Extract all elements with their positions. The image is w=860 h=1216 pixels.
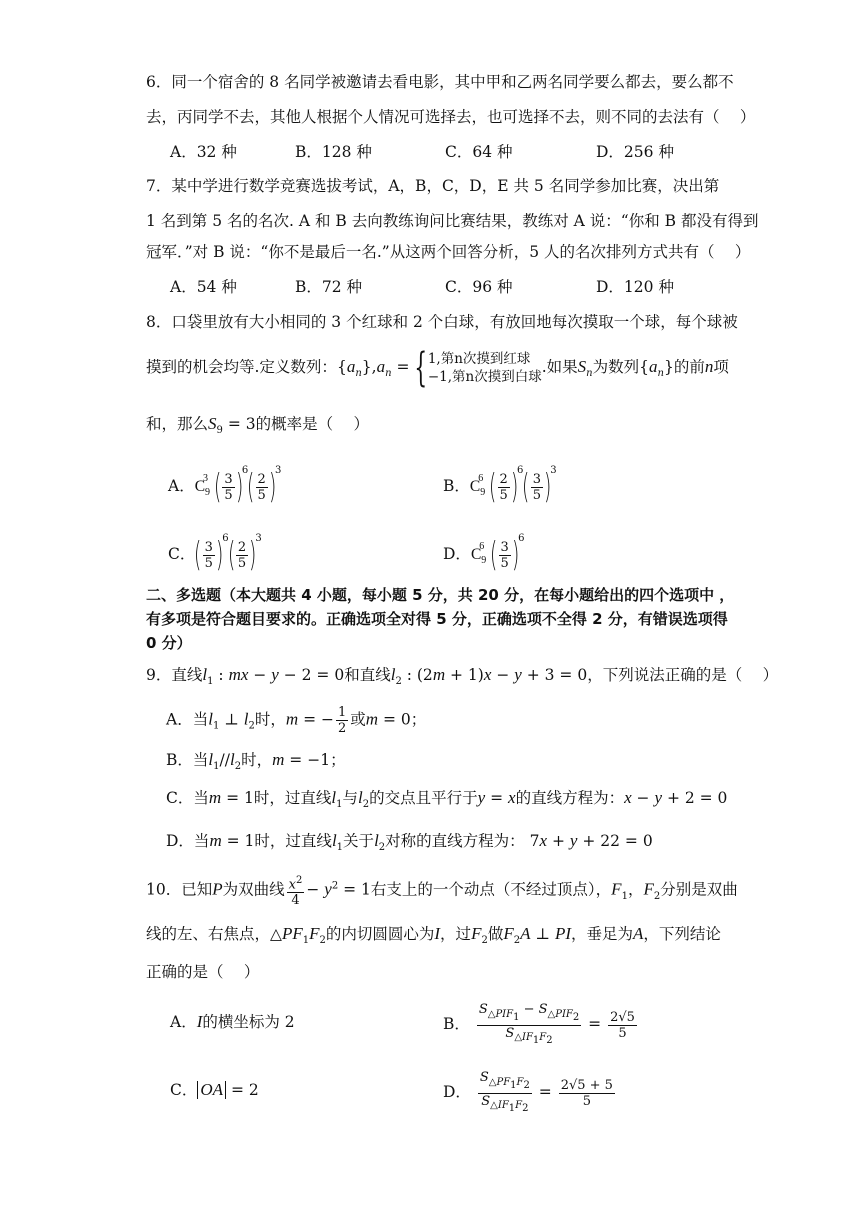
q6-line-2: 去，丙同学不去，其他人根据个人情况可选择去，也可选择不去，则不同的去法有（ ）	[146, 108, 756, 126]
section-2-heading-line-3: 0 分）	[146, 634, 192, 652]
q9-stem: 9．直线$l_1$ : mx − y − 2 = 0和直线$l_2$ : (2m + 1)x − y + 3 = 0，下列说法正确的是（ ）	[146, 665, 779, 688]
option-label: C．	[168, 545, 196, 563]
q9-text: 的交点且平行于	[369, 789, 478, 807]
section-2-heading-line-1: 二、多选题（本大题共 4 小题，每小题 5 分，共 20 分，在每小题给出的四个选项中 ，	[146, 586, 735, 604]
q8-line-2: 摸到的机会均等.定义数列：$\{a_n\},a_n$ = { 1,第n次摸到红球 −1,第n次摸到白球 .如果$S_n$为数列$\{a_n\}$的前n项	[146, 345, 729, 391]
q8-text: 的前	[673, 358, 705, 376]
option-label: A．	[168, 477, 195, 495]
q7-line-3: 冠军．”对 B 说：“你不是最后一名.”从这两个回答分析，5 人的名次排列方式共有（ ）	[146, 243, 751, 261]
q10-option-a: A．I的横坐标为 2	[170, 1012, 295, 1031]
q10-line-3: 正确的是（ ）	[146, 963, 260, 981]
q10-text: 右支上的一个动点（不经过顶点），	[370, 880, 612, 899]
q8-text: .如果	[541, 358, 578, 376]
option-label: B．	[443, 477, 470, 495]
q10-text: 分别是双曲	[660, 880, 738, 899]
q8-text: 项	[713, 358, 729, 376]
q6-option-b: B．128 种	[295, 143, 372, 161]
q10-option-c: C． OA = 2	[170, 1080, 259, 1099]
q6-option-d: D．256 种	[596, 143, 674, 161]
q9-option-c: C．当m = 1时，过直线$l_1$与$l_2$的交点且平行于y = x的直线方程为：x − y + 2 = 0	[166, 788, 728, 811]
q8-line-1: 8．口袋里放有大小相同的 3 个红球和 2 个白球，有放回地每次摸取一个球，每个球被	[146, 313, 738, 331]
q9-option-a: A．当$l_1$ ⊥ $l_2$时，m = − $\frac{1}{2}$ 或m = 0；	[166, 705, 427, 736]
q8-line-3: 和，那么$S_9 = 3$的概率是（ ）	[146, 414, 370, 437]
q7-option-a: A．54 种	[170, 278, 237, 296]
q9-text: 时，过直线	[253, 789, 332, 807]
q10-text: ，	[627, 880, 644, 899]
q10-text: C．	[170, 1081, 198, 1099]
q9-text: C．当	[166, 789, 209, 807]
q10-text: ，下列结论	[643, 925, 721, 943]
q8-text: 和，那么	[146, 415, 209, 433]
case-white: −1,第n次摸到白球	[427, 369, 542, 385]
q9-text: 时，过直线	[254, 832, 332, 850]
q9-option-d: D．当m = 1时，过直线$l_1$关于$l_2$对称的直线方程为： 7x + y + 22 = 0	[166, 831, 653, 854]
sequence-cases	[428, 350, 542, 386]
q10-text: 做	[487, 925, 504, 943]
q10-text: 为双曲线	[222, 880, 285, 899]
q8-text: 的概率是（ ）	[255, 415, 370, 433]
q9-option-b: B．当$l_1//l_2$时，m = −1；	[166, 750, 346, 773]
q10-option-b: B． $\frac{S_{\triangle PIF_1} - S_{\triangle PIF_2}}{S_{\triangle IF_1F_2}}$ = $\frac{2√5}{5}$	[443, 1002, 635, 1047]
q10-text: B．	[443, 1015, 470, 1034]
q7-option-c: C．96 种	[445, 278, 513, 296]
case-red: 1,第n次摸到红球	[427, 351, 531, 367]
q9-text: 对称的直线方程为：	[385, 832, 525, 850]
q10-text: ，过	[440, 925, 472, 943]
q10-text: 的横坐标为 2	[202, 1013, 295, 1031]
q8-option-b: B．$C_9^6$ ( $\frac{2}{5}$ )$^6$( $\frac{3}{5}$ )$^3$	[443, 465, 557, 507]
q9-text: A．当	[166, 710, 209, 729]
section-2-heading-line-2: 有多项是符合题目要求的。正确选项全对得 5 分，正确选项不全得 2 分，有错误选项得	[146, 610, 728, 628]
q6-option-c: C．64 种	[445, 143, 513, 161]
q7-line-1: 7．某中学进行数学竞赛选拔考试，A，B，C，D，E 共 5 名同学参加比赛，决出第	[146, 177, 720, 195]
q10-text: 的内切圆圆心为	[325, 925, 435, 943]
q9-text: 和直线	[344, 666, 391, 684]
q8-text: 摸到的机会均等.定义数列：	[146, 358, 337, 376]
q7-line-2: 1 名到第 5 名的名次. A 和 B 去向教练询问比赛结果，教练对 A 说：“你和 B 都没有得到	[146, 212, 759, 230]
q10-text: 线的左、右焦点，	[146, 925, 271, 943]
q10-text: ，垂足为	[570, 925, 633, 943]
q9-text: ；	[330, 751, 346, 769]
q10-text: A．	[170, 1013, 197, 1031]
q8-text: 为数列	[592, 358, 640, 376]
q9-text: 9．直线	[146, 666, 203, 684]
q6-line-1: 6．同一个宿舍的 8 名同学被邀请去看电影，其中甲和乙两名同学要么都去，要么都不	[146, 73, 734, 91]
q7-option-b: B．72 种	[295, 278, 363, 296]
q10-option-d: D． $\frac{S_{\triangle PF_1F_2}}{S_{\triangle IF_1F_2}}$ = $\frac{2√5 + 5}{5}$	[443, 1070, 613, 1115]
brace-symbol: {	[414, 345, 428, 391]
q9-text: ；	[410, 710, 427, 729]
q9-text: 时，	[241, 751, 273, 769]
q8-option-c: C．( $\frac{3}{5}$ )$^6$( $\frac{2}{5}$ )$^3$	[168, 533, 262, 575]
q10-line-1: 10．已知P为双曲线 $\frac{x^2}{4}$ − $y^2 = 1$右支上的一个动点（不经过顶点），$F_1$，$F_2$分别是双曲	[146, 875, 738, 909]
q10-text: D．	[443, 1083, 471, 1102]
q10-text: 10．已知	[146, 880, 213, 899]
q9-text: D．当	[166, 832, 210, 850]
q9-text: 关于	[343, 832, 375, 850]
q9-text: 时，	[254, 710, 286, 729]
q9-text: 的直线方程为：	[515, 789, 625, 807]
option-label: D．	[443, 545, 471, 563]
q10-line-2: 线的左、右焦点，$\triangle PF_1F_2$的内切圆圆心为I，过$F_2$做$F_2A$ ⊥ PI，垂足为A，下列结论	[146, 924, 721, 947]
q9-text: B．当	[166, 751, 209, 769]
q9-text: 与	[342, 789, 358, 807]
q9-text: ，下列说法正确的是（ ）	[587, 666, 779, 684]
q8-option-d: D．$C_9^6$ ( $\frac{3}{5}$ )$^6$	[443, 533, 525, 575]
q7-option-d: D．120 种	[596, 278, 674, 296]
q8-option-a: A．$C_9^3$ ( $\frac{3}{5}$ )$^6$( $\frac{2}{5}$ )$^3$	[168, 465, 282, 507]
q9-text: 或	[350, 710, 366, 729]
q6-option-a: A．32 种	[170, 143, 237, 161]
